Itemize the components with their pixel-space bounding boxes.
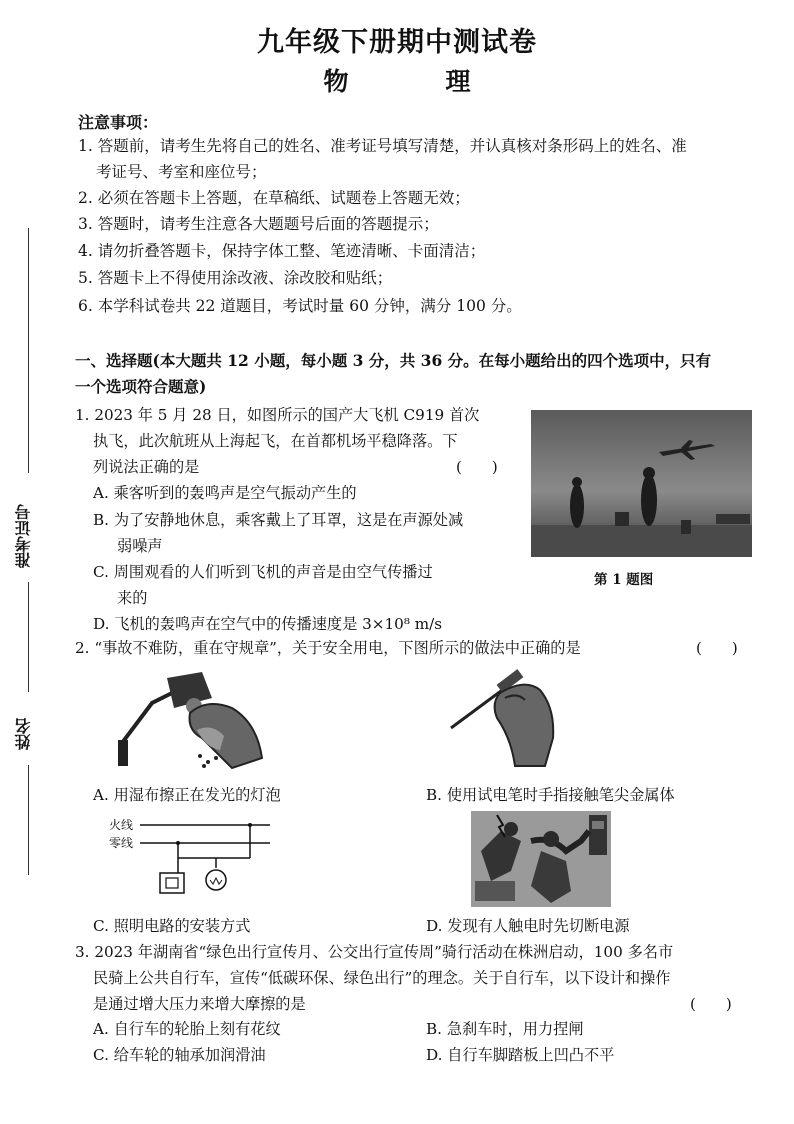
- side-line-top: [28, 228, 29, 473]
- airplane-scene-icon: [531, 410, 752, 557]
- side-ticket-label: 准考证号: [14, 504, 33, 568]
- q1-option-d: D. 飞机的轰鸣声在空气中的传播速度是 3×10⁸ m/s: [93, 615, 443, 633]
- q1-option-c: C. 周围观看的人们听到飞机的声音是由空气传播过: [93, 563, 433, 581]
- q3-option-b: B. 急刹车时，用力捏闸: [426, 1020, 584, 1038]
- q2-neutral-wire-label: 零线: [109, 836, 134, 850]
- q2-option-b: B. 使用试电笔时手指接触笔尖金属体: [426, 786, 675, 804]
- notice-item-1: 1. 答题前，请考生先将自己的姓名、准考证号填写清楚，并认真核对条形码上的姓名、准: [78, 137, 687, 155]
- q3-option-c: C. 给车轮的轴承加润滑油: [93, 1046, 266, 1064]
- q1-figure-caption: 第 1 题图: [594, 572, 654, 588]
- side-line-bottom: [28, 765, 29, 875]
- notice-item-4: 4. 请勿折叠答题卡，保持字体工整、笔迹清晰、卡面清洁；: [78, 242, 486, 260]
- notice-item-3: 3. 答题时，请考生注意各大题题号后面的答题提示；: [78, 215, 439, 233]
- test-pen-hand-icon: [445, 668, 565, 768]
- side-name-label: 姓名: [14, 718, 33, 750]
- q3-stem-line2: 民骑上公共自行车，宣传“低碳环保、绿色出行”的理念。关于自行车，以下设计和操作: [93, 969, 671, 987]
- q2-answer-paren[interactable]: ( ): [696, 639, 738, 657]
- q2-figure-c: [140, 818, 275, 900]
- q2-option-a: A. 用湿布擦正在发光的灯泡: [93, 786, 281, 804]
- notice-item-5: 5. 答题卡上不得使用涂改液、涂改胶和贴纸；: [78, 269, 393, 287]
- q3-stem-line3: 是通过增大压力来增大摩擦的是: [93, 995, 306, 1013]
- q1-option-b: B. 为了安静地休息，乘客戴上了耳罩，这是在声源处减: [93, 511, 464, 529]
- q3-option-a: A. 自行车的轮胎上刻有花纹: [93, 1020, 281, 1038]
- page-title: 九年级下册期中测试卷: [257, 27, 537, 58]
- section-heading-line2: 一个选项符合题意): [75, 377, 207, 396]
- wet-cloth-lamp-icon: [112, 668, 267, 773]
- cut-off-power-icon: [471, 811, 611, 907]
- q2-live-wire-label: 火线: [109, 818, 134, 832]
- q2-option-c: C. 照明电路的安装方式: [93, 917, 251, 935]
- notice-item-1-cont: 考证号、考室和座位号；: [96, 163, 267, 181]
- notice-item-6: 6. 本学科试卷共 22 道题目，考试时量 60 分钟，满分 100 分。: [78, 297, 522, 315]
- q1-photo-airplane: [531, 410, 752, 557]
- subject-title: 物 理: [323, 67, 507, 96]
- q1-stem-line1: 1. 2023 年 5 月 28 日，如图所示的国产大飞机 C919 首次: [75, 406, 480, 424]
- q1-option-c-cont: 来的: [117, 589, 148, 607]
- side-line-middle: [28, 582, 29, 692]
- q2-stem: 2. “事故不难防，重在守规章”，关于安全用电，下图所示的做法中正确的是: [75, 639, 581, 657]
- q3-stem-line1: 3. 2023 年湖南省“绿色出行宣传月、公交出行宣传周”骑行活动在株洲启动，100 多名市: [75, 943, 674, 961]
- q1-answer-paren[interactable]: ( ): [456, 458, 498, 476]
- q1-stem-line3: 列说法正确的是: [93, 458, 200, 476]
- q3-answer-paren[interactable]: ( ): [690, 995, 732, 1013]
- q3-option-d: D. 自行车脚踏板上凹凸不平: [426, 1046, 615, 1064]
- q1-option-b-cont: 弱噪声: [117, 537, 163, 555]
- circuit-diagram-icon: [140, 818, 275, 900]
- q2-figure-d: [471, 811, 611, 907]
- section-heading-line1: 一、选择题(本大题共 12 小题，每小题 3 分，共 36 分。在每小题给出的四个选项中，只有: [75, 351, 712, 370]
- notice-heading: 注意事项：: [78, 113, 159, 132]
- notice-item-2: 2. 必须在答题卡上答题，在草稿纸、试题卷上答题无效；: [78, 189, 470, 207]
- section-heading: [75, 348, 765, 400]
- q1-option-a: A. 乘客听到的轰鸣声是空气振动产生的: [93, 484, 357, 502]
- q2-figure-b: [445, 668, 565, 768]
- q2-figure-a: [112, 668, 267, 773]
- q2-option-d: D. 发现有人触电时先切断电源: [426, 917, 630, 935]
- q1-stem-line2: 执飞，此次航班从上海起飞，在首都机场平稳降落。下: [93, 432, 458, 450]
